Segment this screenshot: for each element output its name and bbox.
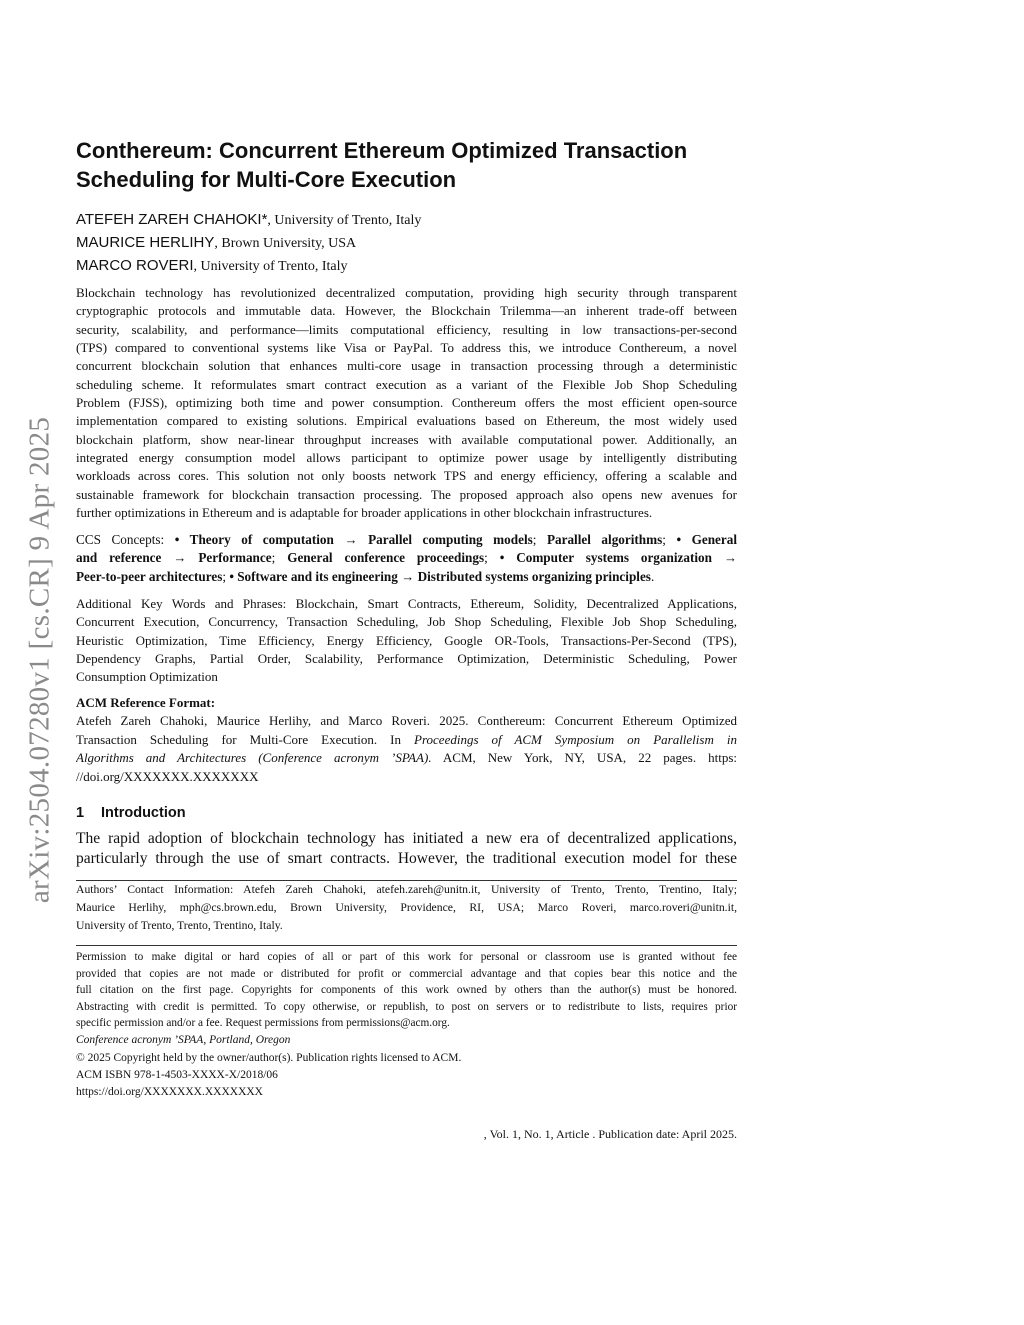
abstract-line: further optimizations in Ethereum and is adaptable for broader applications in other blockchain infrastructures. <box>76 504 653 520</box>
permission-divider <box>76 945 737 946</box>
paragraph-line: particularly through the use of smart contracts. However, the traditional execution model for these <box>76 849 737 867</box>
ccs-term: • General <box>676 532 737 547</box>
reference-doi-link[interactable]: //doi.org/XXXXXXX.XXXXXXX <box>76 768 259 784</box>
reference-text: Transaction Scheduling for Multi-Core Execution. In <box>76 731 415 747</box>
ccs-sep: ; <box>484 550 500 566</box>
abstract-line: Blockchain technology has revolutionized decentralized computation, providing high security through transparent <box>76 285 737 300</box>
title-line: Conthereum: Concurrent Ethereum Optimized Transaction <box>76 138 688 163</box>
contact-line: University of Trento, Trento, Trentino, Italy. <box>76 919 283 932</box>
title-line: Scheduling for Multi-Core Execution <box>76 167 457 192</box>
acm-reference-heading: ACM Reference Format: <box>76 695 216 710</box>
section-title: Introduction <box>101 805 186 821</box>
author <box>76 255 421 278</box>
author-affiliation: , University of Trento, Italy <box>267 213 422 228</box>
copyright-notice: © 2025 Copyright held by the owner/author(s). Publication rights licensed to ACM. <box>76 1052 462 1064</box>
keywords <box>76 595 737 686</box>
isbn: ACM ISBN 978-1-4503-XXXX-X/2018/06 <box>76 1069 278 1081</box>
author-name: MARCO ROVERI <box>76 257 194 274</box>
page-footer: , Vol. 1, No. 1, Article . Publication date: April 2025. <box>483 1127 737 1141</box>
author-affiliation: , Brown University, USA <box>214 236 357 251</box>
ccs-term: Parallel algorithms <box>546 532 663 547</box>
keywords-line: Dependency Graphs, Partial Order, Scalability, Performance Optimization, Deterministic Scheduling, Power <box>76 650 737 666</box>
keywords-line: Consumption Optimization <box>76 669 218 685</box>
permission-notice <box>76 949 737 1032</box>
permission-line: Abstracting with credit is permitted. To copy otherwise, or republish, to post on servers or to redistribute to lists, requires prior <box>76 1000 737 1013</box>
ccs-line <box>76 531 737 549</box>
abstract <box>76 284 737 522</box>
abstract-line: scheduling scheme. It reformulates smart contract execution as a variant of the Flexible Job Shop Scheduling <box>76 376 737 392</box>
author-affiliation: , University of Trento, Italy <box>193 259 348 274</box>
ccs-term: • Computer systems organization → <box>499 550 737 566</box>
paper-title <box>76 136 687 194</box>
author <box>76 232 421 255</box>
reference-text: ACM, New York, NY, USA, 22 pages. https: <box>431 750 737 766</box>
ccs-sep: ; <box>662 532 677 547</box>
contact-line: Maurice Herlihy, mph@cs.brown.edu, Brown University, Providence, RI, USA; Marco Roveri, marco.roveri@unitn.it, <box>76 901 737 914</box>
contact-line: Authors’ Contact Information: Atefeh Zareh Chahoki, atefeh.zareh@unitn.it, University of Trento, Trento, Trentino, Italy; <box>76 883 737 896</box>
permission-line: provided that copies are not made or distributed for profit or commercial advantage and that copies bear this notice and the <box>76 967 737 980</box>
abstract-line: cryptographic protocols and immutable data. However, the Blockchain Trilemma—an inherent trade-off between <box>76 303 737 319</box>
ccs-sep: . <box>650 568 655 584</box>
ccs-term: • Software and its engineering → Distributed systems organizing principles <box>229 568 651 584</box>
authors-contact-info <box>76 881 737 935</box>
abstract-line: blockchain platform, show near-linear throughput increases with available computational power. Additionally, an <box>76 431 737 447</box>
reference-venue: Algorithms and Architectures (Conference acronym ’SPAA). <box>76 750 432 766</box>
author-name: ATEFEH ZAREH CHAHOKI* <box>76 211 268 228</box>
abstract-line: security, scalability, and performance—limits computational efficiency, resulting in low transactions-per-second <box>76 321 737 337</box>
permission-line: specific permission and/or a fee. Request permissions from permissions@acm.org. <box>76 1017 450 1030</box>
abstract-line: concurrent blockchain solution that enhances multi-core usage in transaction processing through a deterministic <box>76 358 737 374</box>
acm-reference-format <box>76 694 737 786</box>
ccs-line <box>76 549 737 567</box>
ccs-sep: ; <box>532 532 547 547</box>
abstract-line: Problem (FJSS), optimizing both time and power consumption. Conthereum offers the most efficient open-source <box>76 394 737 410</box>
keywords-line: Heuristic Optimization, Time Efficiency, Energy Efficiency, Google OR-Tools, Transactions-Per-Second (TPS), <box>76 632 737 648</box>
reference-line <box>76 749 737 767</box>
abstract-line: implementation compared to existing solutions. Empirical evaluations based on Ethereum, the most widely used <box>76 413 737 429</box>
ccs-term: • Theory of computation → Parallel computing models <box>174 532 533 547</box>
ccs-concepts <box>76 531 737 586</box>
ccs-term: and reference → Performance <box>76 550 272 566</box>
permission-line: Permission to make digital or hard copies of all or part of this work for personal or classroom use is granted without fee <box>76 951 737 963</box>
doi-link[interactable]: https://doi.org/XXXXXXX.XXXXXXX <box>76 1086 263 1098</box>
section-number: 1 <box>76 805 85 821</box>
ccs-line <box>76 568 737 586</box>
ccs-label: CCS Concepts: <box>76 532 175 547</box>
keywords-line: Concurrent Execution, Concurrency, Transaction Scheduling, Job Shop Scheduling, Flexible Job Shop Scheduling, <box>76 614 737 630</box>
ccs-term: Peer-to-peer architectures <box>76 568 223 584</box>
reference-line <box>76 731 737 749</box>
abstract-line: workloads across cores. This solution not only boosts network TPS and energy efficiency, offering a scalable and <box>76 468 737 484</box>
abstract-line: (TPS) compared to conventional systems like Visa or PayPal. To address this, we introduce Conthereum, a novel <box>76 339 737 355</box>
ccs-term: General conference proceedings <box>287 550 485 566</box>
conference-info: Conference acronym ’SPAA, Portland, Oregon <box>76 1034 291 1046</box>
abstract-line: sustainable framework for blockchain transaction processing. The proposed approach also opens new avenues for <box>76 486 737 502</box>
reference-line: Atefeh Zareh Chahoki, Maurice Herlihy, and Marco Roveri. 2025. Conthereum: Concurrent Ethereum Optimized <box>76 713 737 729</box>
reference-venue: Proceedings of ACM Symposium on Parallelism in <box>414 731 737 747</box>
abstract-line: integrated energy consumption model allows participant to optimize power usage by intelligently distributing <box>76 449 737 465</box>
introduction-text <box>76 829 737 868</box>
ccs-sep: ; <box>271 550 288 566</box>
permission-line: full citation on the first page. Copyrights for components of this work owned by others than the author(s) must be honored. <box>76 984 737 997</box>
ccs-sep: ; <box>222 568 230 584</box>
keywords-line: Additional Key Words and Phrases: Blockchain, Smart Contracts, Ethereum, Solidity, Decentralized Applications, <box>76 596 737 611</box>
arxiv-stamp: arXiv:2504.07280v1 [cs.CR] 9 Apr 2025 <box>23 416 56 904</box>
author-list <box>76 209 421 278</box>
author-name: MAURICE HERLIHY <box>76 234 215 251</box>
section-heading-introduction <box>76 805 186 821</box>
author <box>76 209 421 232</box>
paragraph-line: The rapid adoption of blockchain technology has initiated a new era of decentralized applications, <box>76 830 737 847</box>
